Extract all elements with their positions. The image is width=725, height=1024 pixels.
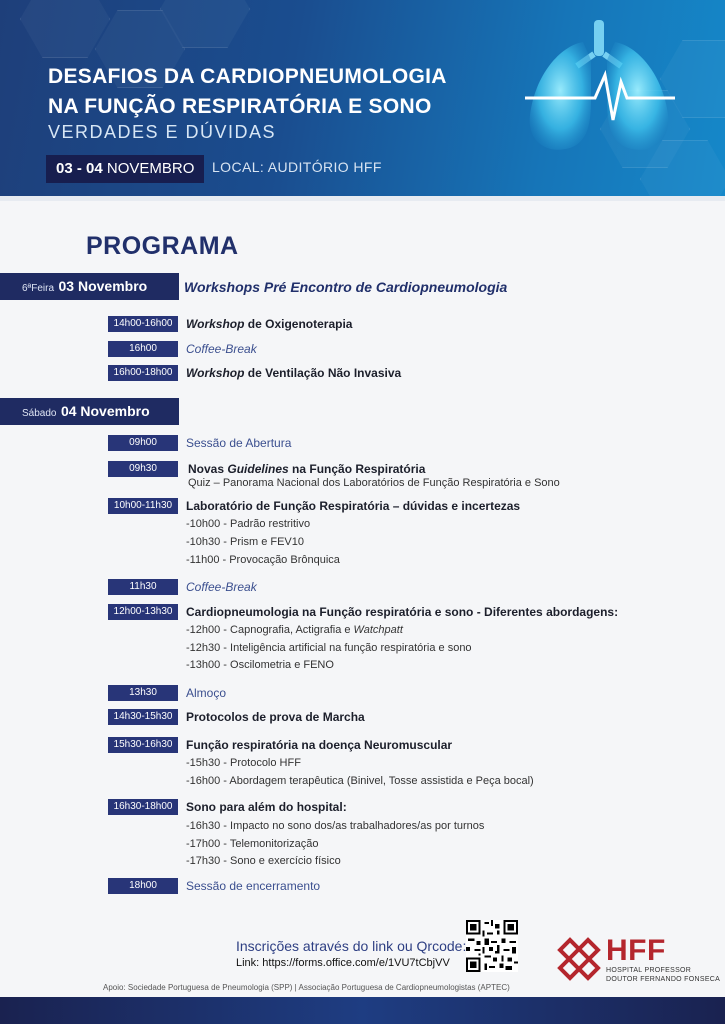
program-item bbox=[188, 461, 425, 477]
program-item: Sessão de Abertura bbox=[186, 436, 292, 450]
program-item bbox=[186, 365, 401, 381]
program-subitem bbox=[186, 623, 403, 637]
registration-text: Inscrições através do link ou Qrcode: bbox=[236, 938, 467, 954]
event-title-line1: DESAFIOS DA CARDIOPNEUMOLOGIA bbox=[48, 65, 447, 88]
program-subitem: -16h00 - Abordagem terapêutica (Binivel, Tosse assistida e Peça bocal) bbox=[186, 775, 534, 787]
program-subitem: -11h00 - Provocação Brônquica bbox=[186, 554, 340, 566]
event-date-box bbox=[46, 155, 204, 183]
time-tag: 13h30 bbox=[108, 685, 178, 701]
program-item-text: na Função Respiratória bbox=[288, 462, 426, 476]
event-title bbox=[48, 62, 447, 122]
time-tag: 11h30 bbox=[108, 579, 178, 595]
program-item: Coffee-Break bbox=[186, 580, 257, 594]
program-subitem: -13h00 - Oscilometria e FENO bbox=[186, 659, 334, 671]
program-item-text: de Ventilação Não Invasiva bbox=[244, 366, 402, 380]
time-tag: 14h00-16h00 bbox=[108, 316, 178, 332]
header-divider bbox=[0, 196, 725, 201]
hff-logo-icon bbox=[556, 936, 602, 982]
program-subitem: -15h30 - Protocolo HFF bbox=[186, 757, 301, 769]
lungs-heartbeat-icon bbox=[525, 20, 675, 160]
footer-bar bbox=[0, 997, 725, 1024]
program-subitem: Quiz – Panorama Nacional dos Laboratórios de Função Respiratória e Sono bbox=[188, 477, 560, 489]
programa-heading: PROGRAMA bbox=[86, 232, 239, 260]
day2-weekday: Sábado bbox=[22, 408, 57, 419]
program-item: Protocolos de prova de Marcha bbox=[186, 710, 365, 724]
program-subitem: -10h00 - Padrão restritivo bbox=[186, 518, 311, 530]
day2-date: 04 Novembro bbox=[60, 403, 150, 419]
qr-code-icon[interactable] bbox=[466, 920, 518, 972]
time-tag: 09h00 bbox=[108, 435, 178, 451]
time-tag: 18h00 bbox=[108, 878, 178, 894]
hff-logo-text: HFF bbox=[606, 934, 666, 967]
event-location: LOCAL: AUDITÓRIO HFF bbox=[212, 159, 382, 175]
hff-logo-subtitle-line1: HOSPITAL PROFESSOR bbox=[606, 967, 692, 974]
program-subitem: -10h30 - Prism e FEV10 bbox=[186, 536, 304, 548]
program-item-text: de Oxigenoterapia bbox=[244, 317, 353, 331]
program-subitem: -17h00 - Telemonitorização bbox=[186, 838, 319, 850]
workshops-title: Workshops Pré Encontro de Cardiopneumologia bbox=[184, 279, 508, 295]
day1-date: 03 Novembro bbox=[58, 278, 148, 294]
program-item: Sessão de encerramento bbox=[186, 879, 321, 893]
registration-link[interactable]: Link: https://forms.office.com/e/1VU7tCbjVV bbox=[236, 957, 450, 969]
day1-header bbox=[0, 273, 179, 300]
event-date-month: NOVEMBRO bbox=[106, 160, 195, 177]
time-tag: 14h30-15h30 bbox=[108, 709, 178, 725]
program-item-emphasis: Guidelines bbox=[227, 462, 289, 476]
event-title-line2: NA FUNÇÃO RESPIRATÓRIA E SONO bbox=[48, 95, 432, 118]
program-item-emphasis: Workshop bbox=[186, 317, 245, 331]
program-item: Sono para além do hospital: bbox=[186, 800, 347, 814]
program-item: Coffee-Break bbox=[186, 342, 257, 356]
program-item-pre: Novas bbox=[188, 462, 228, 476]
time-tag: 16h30-18h00 bbox=[108, 799, 178, 815]
program-item-emphasis: Workshop bbox=[186, 366, 245, 380]
hff-logo-subtitle-line2: DOUTOR FERNANDO FONSECA bbox=[606, 976, 721, 983]
time-tag: 10h00-11h30 bbox=[108, 498, 178, 514]
program-subitem: -12h30 - Inteligência artificial na função respiratória e sono bbox=[186, 642, 472, 654]
program-subitem-text: -12h00 - Capnografia, Actigrafia e bbox=[186, 624, 354, 636]
program-subitem: -16h30 - Impacto no sono dos/as trabalhadores/as por turnos bbox=[186, 820, 485, 832]
hff-logo-subtitle bbox=[606, 966, 720, 984]
time-tag: 15h30-16h30 bbox=[108, 737, 178, 753]
program-item: Laboratório de Função Respiratória – dúvidas e incertezas bbox=[186, 499, 521, 513]
program-item: Função respiratória na doença Neuromuscular bbox=[186, 738, 453, 752]
time-tag: 16h00 bbox=[108, 341, 178, 357]
day1-weekday: 6ªFeira bbox=[22, 283, 55, 294]
time-tag: 16h00-18h00 bbox=[108, 365, 178, 381]
day2-header bbox=[0, 398, 179, 425]
header-banner bbox=[0, 0, 725, 196]
program-subitem: -17h30 - Sono e exercício físico bbox=[186, 855, 341, 867]
program-item: Almoço bbox=[186, 686, 227, 700]
program-subitem-emphasis: Watchpatt bbox=[353, 624, 403, 636]
program-item: Cardiopneumologia na Função respiratória e sono - Diferentes abordagens: bbox=[186, 605, 619, 619]
support-text: Apoio: Sociedade Portuguesa de Pneumologia (SPP) | Associação Portuguesa de Cardiopneumologistas (APTEC) bbox=[103, 983, 510, 992]
time-tag: 09h30 bbox=[108, 461, 178, 477]
event-date-days: 03 - 04 bbox=[56, 160, 103, 177]
program-item bbox=[186, 316, 352, 332]
time-tag: 12h00-13h30 bbox=[108, 604, 178, 620]
event-subtitle: VERDADES E DÚVIDAS bbox=[48, 122, 277, 142]
